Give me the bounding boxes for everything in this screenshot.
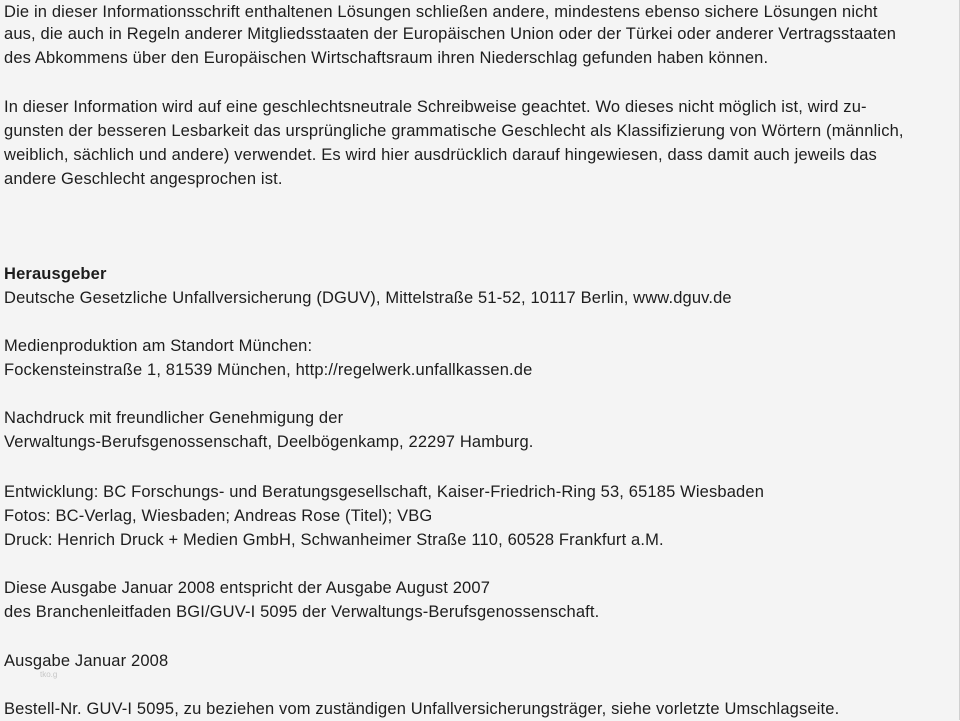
- reprint-line: Nachdruck mit freundlicher Genehmigung der: [4, 409, 344, 427]
- edition-note-line: Diese Ausgabe Januar 2008 entspricht der Ausgabe August 2007: [4, 579, 491, 597]
- credits-line: Entwicklung: BC Forschungs- und Beratungsgesellschaft, Kaiser-Friedrich-Ring 53, 65185 Wiesbaden: [4, 483, 765, 501]
- media-production-line: Fockensteinstraße 1, 81539 München, http://regelwerk.unfallkassen.de: [4, 361, 533, 379]
- gender-note-line: In dieser Information wird auf eine geschlechtsneutrale Schreibweise geachtet. Wo dieses nicht möglich ist, wird zu-: [4, 98, 867, 116]
- credits-line: Druck: Henrich Druck + Medien GmbH, Schwanheimer Straße 110, 60528 Frankfurt a.M.: [4, 531, 664, 549]
- gender-note-line: andere Geschlecht angesprochen ist.: [4, 170, 283, 188]
- publisher-line: Deutsche Gesetzliche Unfallversicherung (DGUV), Mittelstraße 51-52, 10117 Berlin, www.dguv.de: [4, 289, 732, 307]
- intro-line: des Abkommens über den Europäischen Wirtschaftsraum ihren Niederschlag gefunden haben können.: [4, 49, 769, 67]
- media-production-line: Medienproduktion am Standort München:: [4, 337, 313, 355]
- publisher-heading: Herausgeber: [4, 265, 107, 283]
- edition-line: Ausgabe Januar 2008: [4, 652, 169, 670]
- watermark: tko.g: [40, 670, 58, 679]
- edition-note-line: des Branchenleitfaden BGI/GUV-I 5095 der Verwaltungs-Berufsgenossenschaft.: [4, 603, 600, 621]
- order-number-line: Bestell-Nr. GUV-I 5095, zu beziehen vom zuständigen Unfallversicherungsträger, siehe vorletzte Umschlagseite.: [4, 700, 840, 718]
- intro-line: aus, die auch in Regeln anderer Mitgliedsstaaten der Europäischen Union oder der Türkei oder anderer Vertragsstaaten: [4, 25, 897, 43]
- gender-note-line: weiblich, sächlich und andere) verwendet. Es wird hier ausdrücklich darauf hingewiesen, dass damit auch jeweils das: [4, 146, 877, 164]
- intro-line: Die in dieser Informationsschrift enthaltenen Lösungen schließen andere, mindestens ebenso sichere Lösungen nicht: [4, 3, 878, 21]
- gender-note-line: gunsten der besseren Lesbarkeit das ursprüngliche grammatische Geschlecht als Klassifizierung von Wörtern (männlich,: [4, 122, 904, 140]
- reprint-line: Verwaltungs-Berufsgenossenschaft, Deelbögenkamp, 22297 Hamburg.: [4, 433, 534, 451]
- credits-line: Fotos: BC-Verlag, Wiesbaden; Andreas Rose (Titel); VBG: [4, 507, 433, 525]
